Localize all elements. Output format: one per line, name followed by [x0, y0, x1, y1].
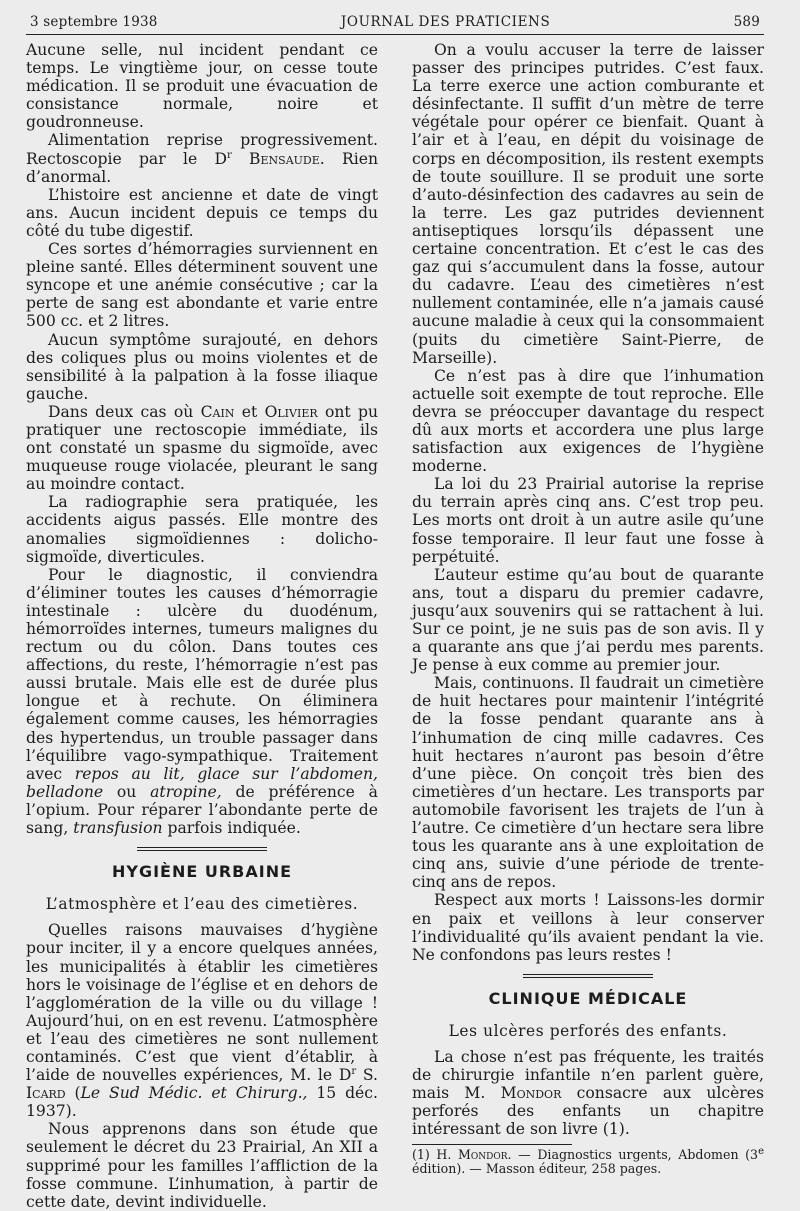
text-run: consacre aux ulcères perforés des enfants un chapitre intéressant de son livre (1). [412, 1084, 764, 1139]
text-run: ou [103, 782, 151, 801]
paragraph: Ces sortes d’hémorragies surviennent en pleine santé. Elles déterminent souvent une syncope et une anémie consécutive ; car la perte de sang est abondante et varie entre 500 cc. et 2 litres. [26, 240, 378, 331]
text-run: et [234, 402, 265, 421]
text-run: Pour le diagnostic, il conviendra d’éliminer toutes les causes d’hémorragie intestinale : ulcère du duodénum, hémorroïdes internes, tumeurs malignes du rectum ou du côlon. Dans toutes ces affections, du reste, l’hémorragie n’est pas aussi brutale. Mais elle est de durée plus longue et à rechute. On éliminera également comme causes, les hémorragies des hypertendus, un trouble passager dans l’équilibre vago-sympathique. Traitement avec [26, 565, 378, 783]
text-run: de préférence à l’opium. Pour réparer l’abondante perte de sang, [26, 782, 378, 838]
author-name: Cain [200, 402, 235, 421]
italic-run: Le Sud Médic. et Chirurg., [80, 1084, 308, 1103]
text-run: S. [356, 1066, 378, 1085]
author-name: Olivier [264, 402, 318, 421]
paragraph [412, 1048, 764, 1138]
paragraph: L’histoire est ancienne et date de vingt ans. Aucun incident depuis ce temps du côté du tube digestif. [26, 185, 378, 240]
italic-run: atropine, [150, 782, 222, 801]
superscript: r [226, 149, 232, 161]
paragraph: Aucune selle, nul incident pendant ce temps. Le vingtième jour, on cesse toute médication. Il se produit une évacuation de consistance normale, noire et goudronneuse. [26, 41, 378, 132]
journal-title: JOURNAL DES PRATICIENS [340, 14, 551, 30]
paragraph: Ce n’est pas à dire que l’inhumation actuelle soit exempte de tout reproche. Elle devra se préoccuper davantage du respect dû aux morts et accordera une plus large satisfaction aux exigences de l’hygiène moderne. [412, 366, 764, 476]
text-run: Quelles raisons mauvaises d’hygiène pour inciter, il y a encore quelques années, les municipalités à établir les cimetières hors le voisinage de l’église et en dehors de l’agglomération de la ville ou du village ! Aujourd’hui, on en est revenu. L’atmosphère et l’eau des cimetières ne sont nullement contaminés. C’est que vient d’établir, à l’aide de nouvelles expériences, M. le [26, 921, 378, 1085]
footnote-rule [412, 1144, 572, 1145]
section-divider [137, 847, 267, 851]
author-name: Mondor [500, 1084, 562, 1103]
text-run: parfois indiquée. [162, 819, 301, 838]
paragraph: Nous apprenons dans son étude que seulement le décret du 23 Prairial, An XII a supprimé pour les familles l’affliction de la fosse commune. L’inhumation, à partir de cette date, devint individuelle. [26, 1120, 378, 1211]
author-name: Bensaude [249, 149, 320, 168]
section-title: CLINIQUE MÉDICALE [488, 988, 688, 1008]
section-divider [523, 974, 653, 978]
author-name: Icard [26, 1084, 66, 1103]
text-run: Dans deux cas où [48, 402, 201, 421]
text-run: (1) H. [412, 1147, 459, 1163]
text-run: . — Diagnostics urgents, Abdomen (3 [507, 1147, 759, 1163]
text-run: D [338, 1066, 352, 1085]
paragraph: La radiographie sera pratiquée, les accidents aigus passés. Elle montre des anomalies sigmoïdiennes : dolicho-sigmoïde, diverticules. [26, 493, 378, 566]
paragraph: L’auteur estime qu’au bout de quarante ans, tout a disparu du premier cadavre, jusqu’aux souvenirs qui se rattachent à lui. Sur ce point, je ne suis pas de son avis. Il y a quarante ans que j’ai perdu mes parents. Je pense à eux comme au premier jour. [412, 565, 764, 675]
right-column [412, 41, 764, 1211]
paragraph [26, 921, 378, 1120]
left-column [26, 41, 378, 1211]
text-run: Alimentation reprise progressivement. Rectoscopie par le [26, 131, 378, 168]
page-number: 589 [733, 14, 760, 30]
paragraph: Mais, continuons. Il faudrait un cimetière de huit hectares pour maintenir l’intégrité de la fosse pendant quarante ans à l’inhumation de cinq mille cadavres. Ces huit hectares n’auront pas besoin d’être d’une pièce. On conçoit très bien des cimetières d’un hectare. Les transports par automobile favorisent les trajets de l’un à l’autre. Ce cimetière d’un hectare sera libre tous les quarante ans à une exploitation de cinq ans, suivie d’une période de trente-cinq ans de repos. [412, 674, 764, 892]
text-run: ( [65, 1084, 81, 1103]
text-run: D [214, 149, 227, 168]
running-head [26, 14, 764, 30]
text-run: ont pu pratiquer une rectoscopie immédiate, ils ont constaté un spasme du sigmoïde, avec muqueuse rouge violacée, pleurant le sang au moindre contact. [26, 402, 378, 494]
superscript: e [758, 1146, 764, 1158]
paragraph: On a voulu accuser la terre de laisser passer des principes putrides. C’est faux. La terre exerce une action comburante et désinfectante. Il suffit d’un mètre de terre végétale pour opérer ce bienfait. Quant à l’air et à l’eau, en dépit du voisinage de corps en décomposition, ils restent exempts de toute souillure. Il se produit une sorte d’auto-désinfection des cadavres au sein de la terre. Les gaz putrides deviennent antiseptiques lorsqu’ils dépassent une certaine concentration. Et c’est le cas des gaz qui s’accumulent dans la fosse, autour du cadavre. L’eau des cimetières n’est nullement contaminée, elle n’a jamais causé aucune maladie à ceux qui la consommaient (puits du cimetière Saint-Pierre, de Marseille). [412, 41, 764, 367]
section-title: HYGIÈNE URBAINE [111, 862, 293, 882]
author-name: Mondor [458, 1147, 508, 1163]
paragraph: Respect aux morts ! Laissons-les dormir en paix et veillons à leur conserver l’individualité qu’ils avaient pendant la vie. Ne confondons pas leurs restes ! [412, 891, 764, 964]
text-run: . Rien d’anormal. [26, 149, 378, 186]
header-rule [26, 34, 764, 35]
footnote [412, 1148, 764, 1176]
text-run: édition). — Masson éditeur, 258 pages. [412, 1161, 662, 1177]
article-subtitle: Les ulcères perforés des enfants. [448, 1021, 728, 1040]
text-run: La chose n’est pas fréquente, les traités de chirurgie infantile n’en parlent guère, mais M. [412, 1047, 764, 1103]
superscript: r [351, 1065, 357, 1077]
paragraph [26, 403, 378, 493]
text-columns [26, 41, 764, 1211]
italic-run: repos au lit, glace sur l’abdomen, belladone [26, 764, 378, 801]
article-subtitle: L’atmosphère et l’eau des cimetières. [45, 895, 359, 914]
italic-run: transfusion [73, 819, 163, 838]
text-run: 15 déc. 1937). [26, 1084, 378, 1121]
paragraph: Aucun symptôme surajouté, en dehors des coliques plus ou moins violentes et de sensibilité à la palpation à la fosse iliaque gauche. [26, 330, 378, 403]
header-date: 3 septembre 1938 [30, 14, 158, 30]
paragraph [26, 131, 378, 185]
paragraph: La loi du 23 Prairial autorise la reprise du terrain après cinq ans. C’est trop peu. Les morts ont droit à un autre asile qu’une fosse temporaire. Il leur faut une fosse à perpétuité. [412, 475, 764, 566]
paragraph [26, 566, 378, 837]
